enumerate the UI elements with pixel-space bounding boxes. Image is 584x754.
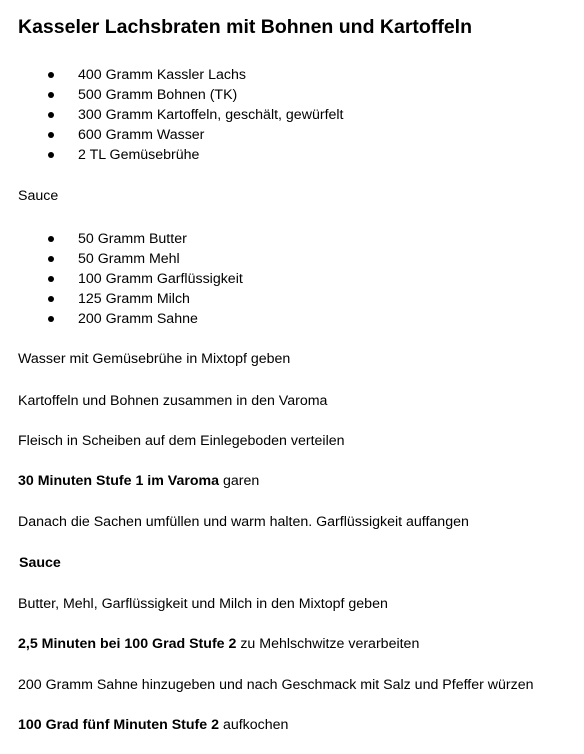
step-paragraph (18, 635, 419, 653)
ingredients-list (18, 65, 344, 165)
step-paragraph: 200 Gramm Sahne hinzugeben und nach Geschmack mit Salz und Pfeffer würzen (18, 677, 534, 693)
step-text: zu Mehlschwitze verarbeiten (236, 636, 420, 652)
list-item (18, 229, 243, 249)
ingredient-text: 600 Gramm Wasser (78, 127, 205, 143)
list-item (18, 85, 344, 105)
list-item (18, 65, 344, 85)
list-item (18, 289, 243, 309)
list-item (18, 105, 344, 125)
ingredient-text: 400 Gramm Kassler Lachs (78, 67, 246, 83)
step-text: garen (219, 473, 260, 489)
ingredient-text: 300 Gramm Kartoffeln, geschält, gewürfelt (78, 107, 344, 123)
step-paragraph: Kartoffeln und Bohnen zusammen in den Varoma (18, 393, 328, 409)
ingredient-text: 50 Gramm Mehl (78, 251, 180, 267)
ingredient-text: 2 TL Gemüsebrühe (78, 147, 200, 163)
step-paragraph: Wasser mit Gemüsebrühe in Mixtopf geben (18, 351, 291, 367)
sauce-ingredients-list (18, 229, 243, 329)
bullet-icon (48, 132, 54, 138)
bullet-icon (48, 296, 54, 302)
bullet-icon (48, 256, 54, 262)
bullet-icon (48, 152, 54, 158)
bullet-icon (48, 236, 54, 242)
list-item (18, 249, 243, 269)
bullet-icon (48, 72, 54, 78)
list-item (18, 125, 344, 145)
ingredient-text: 125 Gramm Milch (78, 291, 190, 307)
step-emphasis: 30 Minuten Stufe 1 im Varoma (18, 473, 220, 489)
ingredient-text: 200 Gramm Sahne (78, 311, 198, 327)
bullet-icon (48, 316, 54, 322)
list-item (18, 309, 243, 329)
sauce-heading: Sauce (18, 188, 59, 204)
ingredient-text: 50 Gramm Butter (78, 231, 187, 247)
ingredient-text: 100 Gramm Garflüssigkeit (78, 271, 243, 287)
list-item (18, 145, 344, 165)
bullet-icon (48, 276, 54, 282)
bullet-icon (48, 92, 54, 98)
step-paragraph: Fleisch in Scheiben auf dem Einlegeboden verteilen (18, 433, 345, 449)
step-paragraph (18, 472, 259, 490)
step-emphasis: 100 Grad fünf Minuten Stufe 2 (18, 717, 220, 733)
step-paragraph: Butter, Mehl, Garflüssigkeit und Milch in den Mixtopf geben (18, 596, 388, 612)
recipe-title: Kasseler Lachsbraten mit Bohnen und Kartoffeln (18, 16, 472, 38)
step-emphasis: 2,5 Minuten bei 100 Grad Stufe 2 (18, 636, 237, 652)
ingredient-text: 500 Gramm Bohnen (TK) (78, 87, 238, 103)
sauce-instructions-heading: Sauce (19, 555, 61, 571)
step-paragraph: Danach die Sachen umfüllen und warm halten. Garflüssigkeit auffangen (18, 514, 469, 530)
step-text: aufkochen (219, 717, 289, 733)
step-paragraph (18, 716, 288, 734)
bullet-icon (48, 112, 54, 118)
list-item (18, 269, 243, 289)
